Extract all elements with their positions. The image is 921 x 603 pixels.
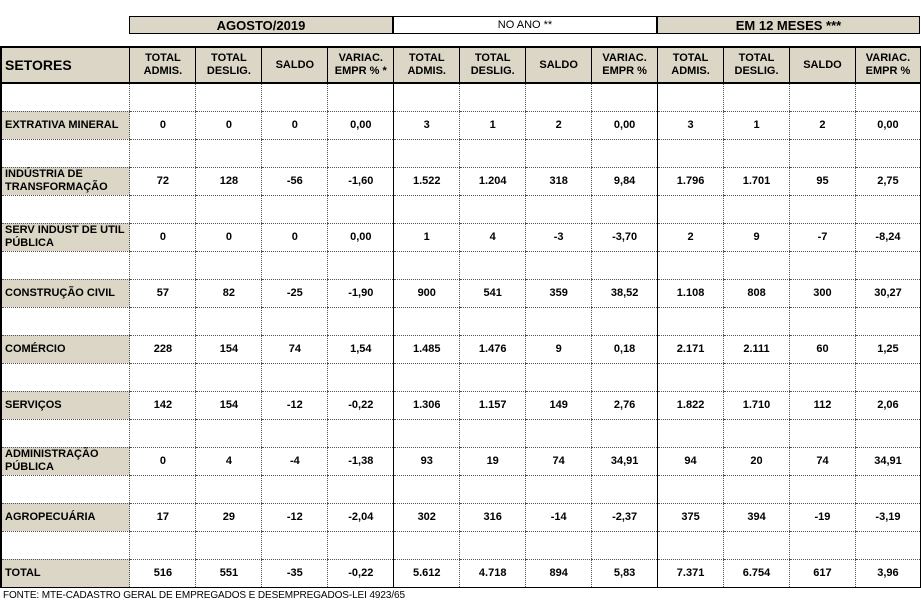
value-cell: 1.204 (460, 167, 526, 195)
empty-cell (855, 195, 920, 223)
spacer-row (1, 363, 921, 391)
sectors-header: SETORES (1, 47, 130, 83)
value-cell: 617 (789, 559, 855, 587)
empty-cell (789, 83, 855, 111)
value-cell: 29 (196, 503, 262, 531)
empty-cell (262, 139, 328, 167)
empty-cell (394, 83, 460, 111)
sector-label: SERV INDUST DE UTIL PÚBLICA (1, 223, 130, 251)
value-cell: 1.306 (394, 391, 460, 419)
empty-cell (658, 475, 724, 503)
spacer-row (1, 419, 921, 447)
empty-cell (196, 139, 262, 167)
empty-cell (262, 531, 328, 559)
empty-cell (526, 531, 592, 559)
table-row (1, 503, 921, 531)
value-cell: 375 (658, 503, 724, 531)
header-row (1, 47, 921, 83)
empty-cell (1, 251, 130, 279)
spacer-row (1, 251, 921, 279)
empty-cell (1, 531, 130, 559)
empty-cell (460, 251, 526, 279)
empty-cell (328, 139, 394, 167)
value-cell: 0,00 (592, 111, 658, 139)
value-cell: -3 (526, 223, 592, 251)
value-cell: 72 (130, 167, 196, 195)
empty-cell (460, 363, 526, 391)
empty-cell (592, 307, 658, 335)
value-cell: 95 (789, 167, 855, 195)
value-cell: 38,52 (592, 279, 658, 307)
value-cell: 154 (196, 335, 262, 363)
value-cell: 19 (460, 447, 526, 475)
empty-cell (789, 195, 855, 223)
value-cell: 394 (724, 503, 790, 531)
value-cell: 2.111 (724, 335, 790, 363)
value-cell: 0 (262, 111, 328, 139)
empty-cell (724, 83, 790, 111)
value-cell: 2,06 (855, 391, 920, 419)
value-cell: 9,84 (592, 167, 658, 195)
value-cell: 228 (130, 335, 196, 363)
table-row (1, 111, 921, 139)
value-cell: 17 (130, 503, 196, 531)
value-cell: 1 (394, 223, 460, 251)
empty-cell (658, 195, 724, 223)
column-header: SALDO (789, 47, 855, 83)
value-cell: -4 (262, 447, 328, 475)
sector-label: ADMINISTRAÇÃO PÚBLICA (1, 447, 130, 475)
employment-table (0, 46, 921, 588)
column-header: TOTAL DESLIG. (460, 47, 526, 83)
empty-cell (130, 307, 196, 335)
value-cell: 34,91 (592, 447, 658, 475)
sector-label: EXTRATIVA MINERAL (1, 111, 130, 139)
empty-cell (394, 419, 460, 447)
empty-cell (394, 363, 460, 391)
empty-cell (460, 531, 526, 559)
column-header: TOTAL ADMIS. (130, 47, 196, 83)
value-cell: -2,37 (592, 503, 658, 531)
value-cell: 0 (130, 223, 196, 251)
empty-cell (262, 419, 328, 447)
value-cell: 142 (130, 391, 196, 419)
value-cell: 74 (789, 447, 855, 475)
empty-cell (526, 307, 592, 335)
empty-cell (196, 83, 262, 111)
empty-cell (855, 419, 920, 447)
value-cell: 1.701 (724, 167, 790, 195)
value-cell: 1.108 (658, 279, 724, 307)
value-cell: 516 (130, 559, 196, 587)
empty-cell (789, 251, 855, 279)
value-cell: 1,54 (328, 335, 394, 363)
empty-cell (130, 139, 196, 167)
table-row (1, 559, 921, 587)
empty-cell (658, 363, 724, 391)
column-header: VARIAC. EMPR % (855, 47, 920, 83)
empty-cell (592, 475, 658, 503)
source-footnote: FONTE: MTE-CADASTRO GERAL DE EMPREGADOS E DESEMPREGADOS-LEI 4923/65 (3, 590, 405, 601)
value-cell: 3 (658, 111, 724, 139)
value-cell: -2,04 (328, 503, 394, 531)
empty-cell (130, 531, 196, 559)
table-row (1, 335, 921, 363)
value-cell: 2.171 (658, 335, 724, 363)
empty-cell (328, 531, 394, 559)
empty-cell (130, 419, 196, 447)
empty-cell (658, 419, 724, 447)
sector-label: INDÚSTRIA DE TRANSFORMAÇÃO (1, 167, 130, 195)
empty-cell (658, 83, 724, 111)
empty-cell (724, 251, 790, 279)
sector-label: TOTAL (1, 559, 130, 587)
value-cell: 30,27 (855, 279, 920, 307)
value-cell: 300 (789, 279, 855, 307)
value-cell: 9 (724, 223, 790, 251)
empty-cell (460, 419, 526, 447)
column-header: TOTAL ADMIS. (658, 47, 724, 83)
value-cell: 0 (262, 223, 328, 251)
empty-cell (1, 475, 130, 503)
value-cell: 359 (526, 279, 592, 307)
sector-label: AGROPECUÁRIA (1, 503, 130, 531)
value-cell: 1.822 (658, 391, 724, 419)
value-cell: -1,90 (328, 279, 394, 307)
empty-cell (394, 475, 460, 503)
table-body (1, 83, 921, 587)
value-cell: 34,91 (855, 447, 920, 475)
value-cell: 316 (460, 503, 526, 531)
value-cell: 1.485 (394, 335, 460, 363)
value-cell: 60 (789, 335, 855, 363)
empty-cell (526, 83, 592, 111)
spacer-row (1, 531, 921, 559)
column-header: SALDO (526, 47, 592, 83)
empty-cell (526, 251, 592, 279)
value-cell: 74 (526, 447, 592, 475)
column-header: SALDO (262, 47, 328, 83)
value-cell: 894 (526, 559, 592, 587)
value-cell: 2,75 (855, 167, 920, 195)
empty-cell (855, 475, 920, 503)
empty-cell (592, 195, 658, 223)
empty-cell (724, 419, 790, 447)
value-cell: 808 (724, 279, 790, 307)
column-header: VARIAC. EMPR % (592, 47, 658, 83)
empty-cell (262, 195, 328, 223)
group-header-no-ano: NO ANO ** (393, 16, 657, 34)
empty-cell (196, 363, 262, 391)
empty-cell (262, 83, 328, 111)
table-row (1, 279, 921, 307)
value-cell: 0 (130, 111, 196, 139)
sector-label: SERVIÇOS (1, 391, 130, 419)
value-cell: -0,22 (328, 391, 394, 419)
empty-cell (789, 475, 855, 503)
value-cell: 541 (460, 279, 526, 307)
empty-cell (262, 363, 328, 391)
value-cell: -56 (262, 167, 328, 195)
value-cell: 318 (526, 167, 592, 195)
empty-cell (592, 419, 658, 447)
empty-cell (658, 307, 724, 335)
column-header: TOTAL ADMIS. (394, 47, 460, 83)
empty-cell (855, 363, 920, 391)
value-cell: 3,96 (855, 559, 920, 587)
value-cell: 551 (196, 559, 262, 587)
empty-cell (855, 307, 920, 335)
empty-cell (262, 475, 328, 503)
empty-cell (724, 531, 790, 559)
empty-cell (262, 251, 328, 279)
empty-cell (789, 531, 855, 559)
empty-cell (658, 251, 724, 279)
group-header-12-meses: EM 12 MESES *** (657, 16, 920, 34)
empty-cell (328, 195, 394, 223)
empty-cell (658, 531, 724, 559)
empty-cell (262, 307, 328, 335)
value-cell: 0,00 (328, 223, 394, 251)
value-cell: 1.157 (460, 391, 526, 419)
empty-cell (130, 195, 196, 223)
value-cell: 1.476 (460, 335, 526, 363)
empty-cell (789, 307, 855, 335)
empty-cell (1, 307, 130, 335)
empty-cell (855, 531, 920, 559)
value-cell: 0,00 (855, 111, 920, 139)
empty-cell (1, 83, 130, 111)
empty-cell (394, 307, 460, 335)
empty-cell (196, 475, 262, 503)
empty-cell (789, 139, 855, 167)
column-header: VARIAC. EMPR % * (328, 47, 394, 83)
empty-cell (394, 139, 460, 167)
value-cell: 93 (394, 447, 460, 475)
value-cell: -1,60 (328, 167, 394, 195)
value-cell: 1,25 (855, 335, 920, 363)
empty-cell (1, 363, 130, 391)
value-cell: -35 (262, 559, 328, 587)
empty-cell (592, 139, 658, 167)
value-cell: -3,19 (855, 503, 920, 531)
value-cell: 4 (196, 447, 262, 475)
empty-cell (1, 195, 130, 223)
empty-cell (658, 139, 724, 167)
empty-cell (460, 195, 526, 223)
value-cell: 128 (196, 167, 262, 195)
empty-cell (328, 475, 394, 503)
empty-cell (526, 363, 592, 391)
value-cell: 1 (724, 111, 790, 139)
value-cell: -1,38 (328, 447, 394, 475)
empty-cell (328, 363, 394, 391)
value-cell: 1 (460, 111, 526, 139)
value-cell: 9 (526, 335, 592, 363)
empty-cell (460, 139, 526, 167)
value-cell: 4.718 (460, 559, 526, 587)
empty-cell (394, 531, 460, 559)
value-cell: 1.522 (394, 167, 460, 195)
empty-cell (1, 139, 130, 167)
empty-cell (592, 251, 658, 279)
spacer-row (1, 83, 921, 111)
table-row (1, 447, 921, 475)
column-header: TOTAL DESLIG. (724, 47, 790, 83)
empty-cell (196, 195, 262, 223)
spacer-row (1, 307, 921, 335)
value-cell: 3 (394, 111, 460, 139)
value-cell: -0,22 (328, 559, 394, 587)
value-cell: 4 (460, 223, 526, 251)
empty-cell (328, 307, 394, 335)
empty-cell (855, 83, 920, 111)
empty-cell (196, 307, 262, 335)
value-cell: 0 (196, 223, 262, 251)
value-cell: -19 (789, 503, 855, 531)
value-cell: 0 (196, 111, 262, 139)
empty-cell (328, 83, 394, 111)
empty-cell (526, 195, 592, 223)
empty-cell (724, 139, 790, 167)
empty-cell (724, 195, 790, 223)
value-cell: 2,76 (592, 391, 658, 419)
empty-cell (724, 307, 790, 335)
empty-cell (394, 195, 460, 223)
value-cell: 74 (262, 335, 328, 363)
value-cell: 6.754 (724, 559, 790, 587)
empty-cell (130, 83, 196, 111)
empty-cell (460, 307, 526, 335)
empty-cell (724, 363, 790, 391)
empty-cell (130, 251, 196, 279)
value-cell: 2 (658, 223, 724, 251)
empty-cell (592, 83, 658, 111)
value-cell: -8,24 (855, 223, 920, 251)
value-cell: 1.796 (658, 167, 724, 195)
value-cell: -12 (262, 391, 328, 419)
empty-cell (789, 363, 855, 391)
value-cell: 57 (130, 279, 196, 307)
value-cell: 0,18 (592, 335, 658, 363)
spacer-row (1, 475, 921, 503)
value-cell: 5.612 (394, 559, 460, 587)
value-cell: -7 (789, 223, 855, 251)
empty-cell (1, 419, 130, 447)
value-cell: 1.710 (724, 391, 790, 419)
empty-cell (196, 531, 262, 559)
value-cell: -25 (262, 279, 328, 307)
empty-cell (526, 419, 592, 447)
empty-cell (592, 363, 658, 391)
group-header-agosto: AGOSTO/2019 (129, 16, 393, 34)
table-row (1, 391, 921, 419)
value-cell: 0 (130, 447, 196, 475)
value-cell: 5,83 (592, 559, 658, 587)
value-cell: -14 (526, 503, 592, 531)
empty-cell (526, 139, 592, 167)
empty-cell (460, 475, 526, 503)
value-cell: 2 (526, 111, 592, 139)
table-row (1, 167, 921, 195)
value-cell: 94 (658, 447, 724, 475)
sector-label: COMÉRCIO (1, 335, 130, 363)
value-cell: 900 (394, 279, 460, 307)
value-cell: 20 (724, 447, 790, 475)
empty-cell (328, 419, 394, 447)
empty-cell (855, 139, 920, 167)
sector-label: CONSTRUÇÃO CIVIL (1, 279, 130, 307)
empty-cell (460, 83, 526, 111)
column-header: TOTAL DESLIG. (196, 47, 262, 83)
empty-cell (789, 419, 855, 447)
value-cell: 154 (196, 391, 262, 419)
empty-cell (196, 419, 262, 447)
empty-cell (526, 475, 592, 503)
empty-cell (592, 531, 658, 559)
empty-cell (130, 363, 196, 391)
empty-cell (328, 251, 394, 279)
value-cell: -12 (262, 503, 328, 531)
value-cell: 0,00 (328, 111, 394, 139)
value-cell: 149 (526, 391, 592, 419)
empty-cell (130, 475, 196, 503)
table-row (1, 223, 921, 251)
value-cell: 112 (789, 391, 855, 419)
value-cell: 2 (789, 111, 855, 139)
empty-cell (724, 475, 790, 503)
value-cell: 7.371 (658, 559, 724, 587)
empty-cell (196, 251, 262, 279)
spacer-row (1, 195, 921, 223)
value-cell: 82 (196, 279, 262, 307)
spacer-row (1, 139, 921, 167)
empty-cell (394, 251, 460, 279)
empty-cell (855, 251, 920, 279)
value-cell: -3,70 (592, 223, 658, 251)
value-cell: 302 (394, 503, 460, 531)
